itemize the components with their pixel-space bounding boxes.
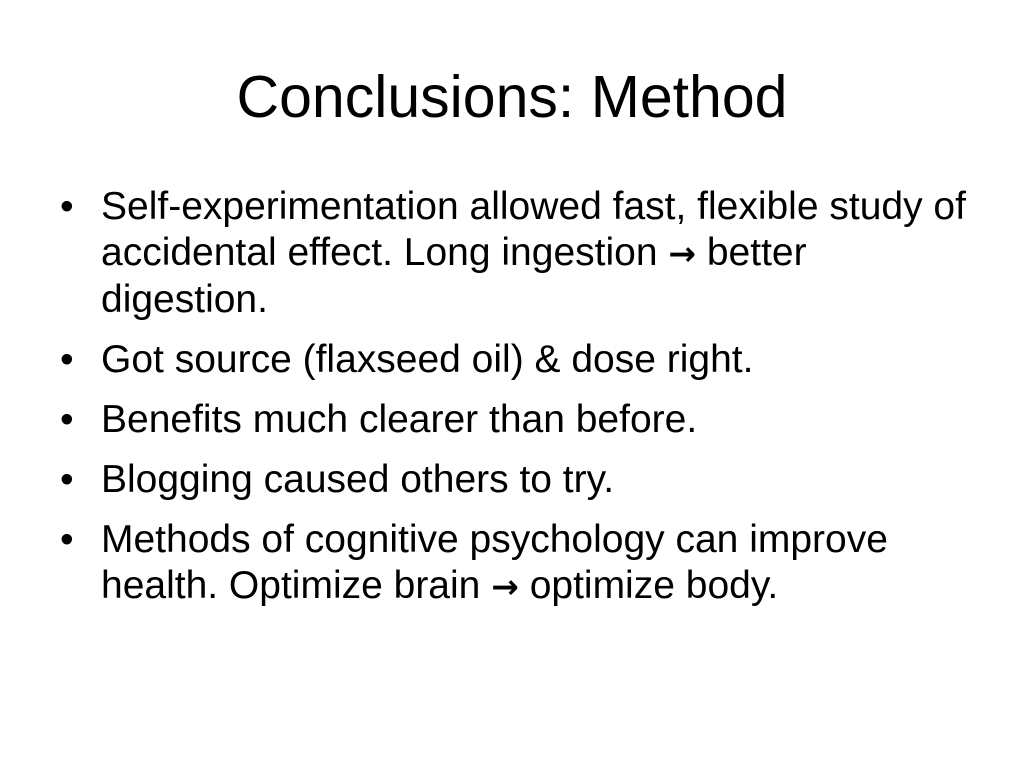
bullet-item-self-experimentation — [60, 184, 980, 323]
bullet-dot-icon: • — [60, 518, 74, 561]
slide-title: Conclusions: Method — [236, 64, 788, 130]
bullet-item-blogging — [60, 457, 980, 503]
bullet-text: Methods of cognitive psychology can improve health. Optimize brain — [101, 518, 888, 607]
bullet-text-continued: better digestion. — [101, 231, 807, 321]
right-arrow-icon: → — [491, 567, 519, 606]
bullet-item-source-dose — [60, 337, 980, 383]
bullet-text: Self-experimentation allowed fast, flexible study of accidental effect. Long ingestion — [101, 185, 966, 274]
bullet-dot-icon: • — [60, 458, 74, 501]
bullet-dot-icon: • — [60, 338, 74, 381]
bullet-list — [60, 184, 980, 624]
bullet-text: Benefits much clearer than before. — [101, 398, 698, 441]
bullet-text: Got source (flaxseed oil) & dose right. — [101, 338, 754, 381]
bullet-item-cognitive-psychology — [60, 517, 980, 610]
right-arrow-icon: → — [668, 234, 697, 273]
bullet-text: Blogging caused others to try. — [101, 458, 615, 501]
bullet-dot-icon: • — [60, 398, 74, 441]
bullet-item-benefits — [60, 397, 980, 443]
bullet-dot-icon: • — [60, 185, 74, 228]
bullet-text-continued: optimize body. — [518, 564, 779, 607]
